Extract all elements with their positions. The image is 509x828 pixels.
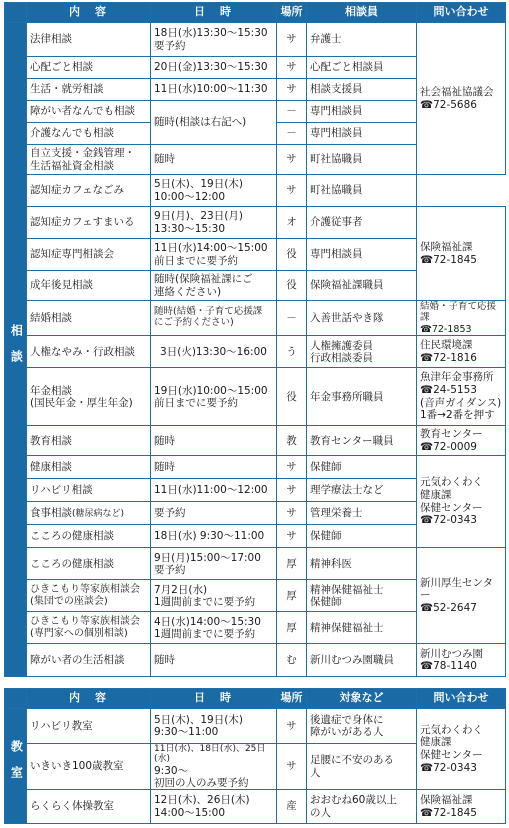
row-content: ひきこもり等家族相談会 (集団での座談会)	[27, 580, 151, 612]
row-staff: 専門相談員	[307, 101, 417, 123]
row-content: 認知症カフェなごみ	[27, 175, 151, 207]
table-row	[5, 709, 506, 744]
contact-cell: 新川むつみ園 ☎78-1140	[417, 644, 506, 677]
row-datetime: 11日(水)、18日(水)、25日(水) 9:30～ 初回の人のみ要予約	[151, 744, 277, 790]
row-content: 障がい者の生活相談	[27, 644, 151, 677]
row-datetime: 随時	[151, 456, 277, 479]
row-content: 健康相談	[27, 456, 151, 479]
header-contact: 問い合わせ	[417, 3, 506, 23]
header-content: 内 容	[27, 3, 151, 23]
row-staff: 理学療法士など	[307, 479, 417, 502]
row-datetime: 18日(水) 9:30～11:00	[151, 525, 277, 548]
header-corner	[5, 689, 27, 709]
row-target: 足腰に不安のある 人	[307, 744, 417, 790]
row-staff: 保健師	[307, 456, 417, 479]
header-place: 場所	[277, 689, 307, 709]
row-content: ひきこもり等家族相談会 (専門家への個別相談)	[27, 612, 151, 644]
row-staff: 精神科医	[307, 548, 417, 580]
table-row	[5, 368, 506, 426]
row-content: らくらく体操教室	[27, 790, 151, 824]
row-datetime: 随時	[151, 145, 277, 175]
row-content: 認知症専門相談会	[27, 239, 151, 271]
section-label-class: 教室	[5, 709, 27, 824]
row-content: 人権なやみ・行政相談	[27, 336, 151, 368]
row-datetime: 3日(火)13:30～16:00	[151, 336, 277, 368]
row-content: こころの健康相談	[27, 525, 151, 548]
contact-cell: 元気わくわく 健康課 保健センター ☎72-0343	[417, 709, 506, 790]
row-content: 認知症カフェすまいる	[27, 207, 151, 239]
row-place: サ	[277, 23, 307, 57]
row-content: 結婚相談	[27, 301, 151, 336]
row-staff: 新川むつみ園職員	[307, 644, 417, 677]
row-staff: 人権擁護委員 行政相談委員	[307, 336, 417, 368]
row-place: －	[277, 101, 307, 123]
table-row	[5, 426, 506, 456]
row-content: 自立支援・金銭管理・ 生活福祉資金相談	[27, 145, 151, 175]
row-datetime: 9日(月)、23日(月) 13:30～15:30	[151, 207, 277, 239]
row-datetime: 7月2日(水) 1週間前までに要予約	[151, 580, 277, 612]
row-datetime: 随時(保険福祉課にご 連絡ください)	[151, 271, 277, 301]
header-datetime: 日 時	[151, 3, 277, 23]
row-place: サ	[277, 57, 307, 79]
row-staff: 精神保健福祉士 保健師	[307, 580, 417, 612]
section-label-consult: 相談	[5, 23, 27, 677]
row-place: サ	[277, 502, 307, 525]
header-target: 対象など	[307, 689, 417, 709]
row-datetime: 随時	[151, 426, 277, 456]
row-place: 厚	[277, 580, 307, 612]
contact-cell: 元気わくわく 健康課 保健センター ☎72-0343	[417, 456, 506, 548]
contact-cell: 結婚・子育て応援課 ☎72-1853	[417, 301, 506, 336]
row-content: こころの健康相談	[27, 548, 151, 580]
row-place: サ	[277, 175, 307, 207]
contact-cell: 社会福祉協議会 ☎72-5686	[417, 23, 506, 175]
row-place: サ	[277, 456, 307, 479]
row-place: 厚	[277, 548, 307, 580]
row-staff: 町社協職員	[307, 145, 417, 175]
contact-cell: 魚津年金事務所 ☎24-5153 (音声ガイダンス) 1番→2番を押す	[417, 368, 506, 426]
contact-cell: 保険福祉課 ☎72-1845	[417, 207, 506, 301]
row-datetime: 要予約	[151, 502, 277, 525]
row-place: サ	[277, 145, 307, 175]
row-staff: 管理栄養士	[307, 502, 417, 525]
row-content: 成年後見相談	[27, 271, 151, 301]
row-content: 法律相談	[27, 23, 151, 57]
row-staff: 保健師	[307, 525, 417, 548]
row-target: 後遺症で身体に 障がいがある人	[307, 709, 417, 744]
row-content: 障がい者なんでも相談	[27, 101, 151, 123]
row-staff: 相談支援員	[307, 79, 417, 101]
row-place: む	[277, 644, 307, 677]
row-staff: 弁護士	[307, 23, 417, 57]
row-place: 教	[277, 426, 307, 456]
row-staff: 専門相談員	[307, 239, 417, 271]
table-row	[5, 207, 506, 239]
row-datetime: 5日(木)、19日(木) 9:30～11:00	[151, 709, 277, 744]
header-corner	[5, 3, 27, 23]
row-place: サ	[277, 744, 307, 790]
header-place: 場所	[277, 3, 307, 23]
row-content: 心配ごと相談	[27, 57, 151, 79]
row-datetime: 9日(月)15:00～17:00 要予約	[151, 548, 277, 580]
table-row	[5, 548, 506, 580]
contact-cell: 住民環境課 ☎72-1816	[417, 336, 506, 368]
row-place: サ	[277, 479, 307, 502]
header-content: 内 容	[27, 689, 151, 709]
row-place: －	[277, 123, 307, 145]
header-datetime: 日 時	[151, 689, 277, 709]
row-staff: 入善世話やき隊	[307, 301, 417, 336]
row-place: サ	[277, 79, 307, 101]
row-content: 介護なんでも相談	[27, 123, 151, 145]
row-datetime: 11日(水)14:00～15:00 前日までに要予約	[151, 239, 277, 271]
row-place: う	[277, 336, 307, 368]
row-content: 教育相談	[27, 426, 151, 456]
row-datetime: 随時(結婚・子育て応援課 にご予約ください)	[151, 301, 277, 336]
row-datetime: 5日(木)、19日(木) 10:00～12:00	[151, 175, 277, 207]
row-place: －	[277, 301, 307, 336]
row-content: 年金相談 (国民年金・厚生年金)	[27, 368, 151, 426]
row-staff: 専門相談員	[307, 123, 417, 145]
table-row	[5, 23, 506, 57]
row-datetime: 20日(金)13:30～15:30	[151, 57, 277, 79]
row-staff: 精神保健福祉士	[307, 612, 417, 644]
row-datetime: 11日(水)10:00～11:30	[151, 79, 277, 101]
class-table	[4, 688, 506, 824]
row-place: 厚	[277, 612, 307, 644]
row-staff: 教育センター職員	[307, 426, 417, 456]
row-content: 食事相談(糖尿病など)	[27, 502, 151, 525]
row-content: いきいき100歳教室	[27, 744, 151, 790]
row-datetime: 11日(水)11:00～12:00	[151, 479, 277, 502]
row-staff: 心配ごと相談員	[307, 57, 417, 79]
row-staff: 介護従事者	[307, 207, 417, 239]
row-place: 産	[277, 790, 307, 824]
contact-cell: 教育センター ☎72-0009	[417, 426, 506, 456]
row-datetime: 随時(相談は右記へ)	[151, 101, 277, 145]
header-contact: 問い合わせ	[417, 689, 506, 709]
row-content: 生活・就労相談	[27, 79, 151, 101]
row-place: サ	[277, 709, 307, 744]
row-datetime: 19日(水)10:00～15:00 前日までに要予約	[151, 368, 277, 426]
contact-cell: 新川厚生センター ☎52-2647	[417, 548, 506, 644]
row-place: サ	[277, 525, 307, 548]
row-place: 役	[277, 271, 307, 301]
row-place: 役	[277, 368, 307, 426]
contact-cell: 保険福祉課 ☎72-1845	[417, 790, 506, 824]
row-target: おおむね60歳以上 の人	[307, 790, 417, 824]
table-row	[5, 456, 506, 479]
row-staff: 年金事務所職員	[307, 368, 417, 426]
row-datetime: 随時	[151, 644, 277, 677]
row-staff: 保険福祉課職員	[307, 271, 417, 301]
row-datetime: 12日(木)、26日(木) 14:00～15:00	[151, 790, 277, 824]
table-row	[5, 336, 506, 368]
consultation-table	[4, 2, 506, 677]
row-content: リハビリ相談	[27, 479, 151, 502]
table-row	[5, 644, 506, 677]
table-row	[5, 790, 506, 824]
row-staff: 町社協職員	[307, 175, 417, 207]
table-row	[5, 301, 506, 336]
row-datetime: 4日(水)14:00～15:30 1週間前までに要予約	[151, 612, 277, 644]
row-datetime: 18日(水)13:30～15:30 要予約	[151, 23, 277, 57]
row-place: 役	[277, 239, 307, 271]
header-staff: 相談員	[307, 3, 417, 23]
row-content: リハビリ教室	[27, 709, 151, 744]
table-row	[5, 175, 506, 207]
row-place: オ	[277, 207, 307, 239]
